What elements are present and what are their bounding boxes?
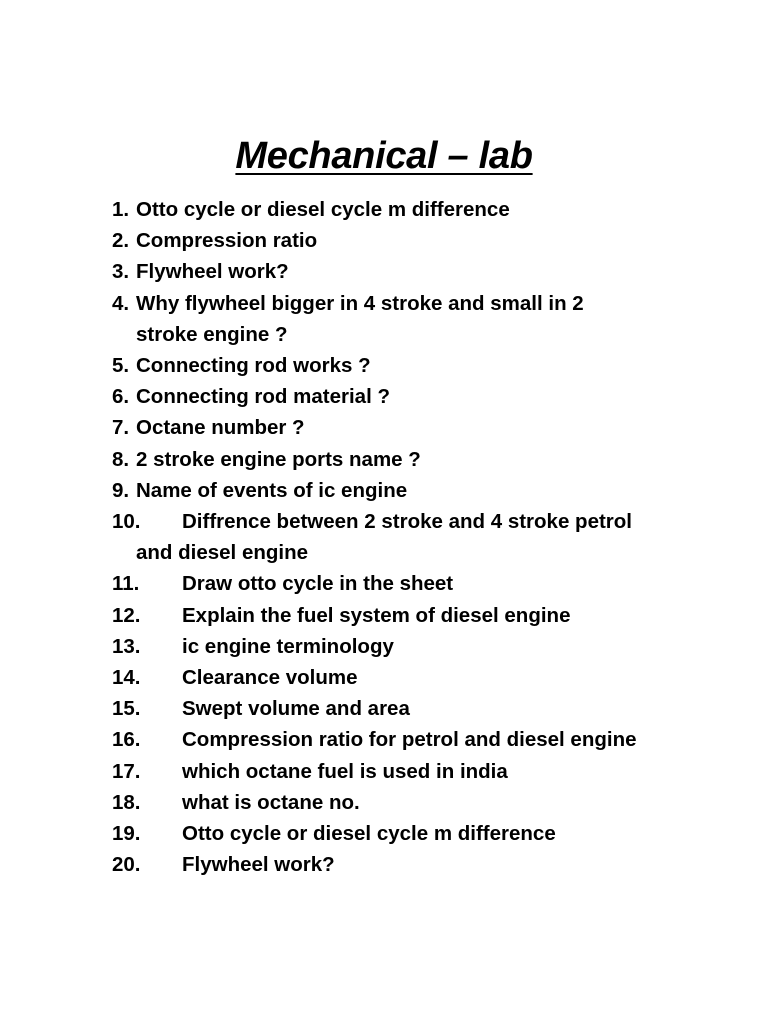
list-item-5 [112, 350, 712, 381]
list-item-9 [112, 475, 712, 506]
item-text: Why flywheel bigger in 4 stroke and small in 2 [136, 291, 584, 315]
item-number: 16. [112, 728, 141, 752]
item-text: 2 stroke engine ports name ? [136, 447, 421, 471]
item-number: 1. [112, 198, 130, 221]
list-item-11 [112, 568, 712, 599]
list-item-2 [112, 225, 712, 256]
list-item-19 [112, 818, 712, 849]
item-text: Flywheel work? [136, 260, 289, 284]
item-number: 19. [112, 822, 141, 846]
page-title-text: Mechanical – lab [235, 135, 533, 177]
item-text: Clearance volume [182, 666, 358, 690]
item-number: 10. [112, 510, 141, 534]
item-text: Compression ratio for petrol and diesel engine [182, 728, 637, 752]
item-text: Otto cycle or diesel cycle m difference [136, 198, 510, 221]
item-number: 3. [112, 260, 130, 284]
list-item-6 [112, 381, 712, 412]
item-text: ic engine terminology [182, 634, 394, 658]
item-text: which octane fuel is used in india [182, 759, 508, 783]
item-number: 8. [112, 447, 130, 471]
item-text: Flywheel work? [182, 853, 335, 877]
item-number: 13. [112, 634, 141, 658]
item-number: 14. [112, 666, 141, 690]
item-number: 6. [112, 385, 130, 409]
item-text: Diffrence between 2 stroke and 4 stroke petrol [182, 510, 632, 534]
list-item-8 [112, 444, 712, 475]
item-text: Explain the fuel system of diesel engine [182, 603, 571, 627]
list-item-10 [112, 506, 712, 568]
list-item-12 [112, 600, 712, 631]
item-text-continuation: stroke engine ? [136, 322, 288, 346]
item-number: 20. [112, 853, 141, 877]
item-text: Draw otto cycle in the sheet [182, 572, 454, 596]
item-number: 18. [112, 790, 141, 814]
list-item-15 [112, 693, 712, 724]
item-number: 17. [112, 759, 141, 783]
question-list [112, 194, 712, 880]
list-item-13 [112, 631, 712, 662]
item-text: Otto cycle or diesel cycle m difference [182, 822, 556, 846]
item-number: 5. [112, 354, 130, 378]
item-text-continuation: and diesel engine [136, 541, 309, 565]
item-number: 12. [112, 603, 141, 627]
item-text: Octane number ? [136, 416, 305, 440]
item-text: Compression ratio [136, 229, 318, 253]
list-item-16 [112, 724, 712, 755]
item-number: 4. [112, 291, 130, 315]
item-text: Connecting rod material ? [136, 385, 390, 409]
item-text: Name of events of ic engine [136, 478, 408, 502]
list-item-3 [112, 256, 712, 287]
item-number: 15. [112, 697, 141, 721]
list-item-1 [112, 194, 712, 225]
list-item-7 [112, 412, 712, 443]
item-text: what is octane no. [182, 790, 360, 814]
page-title [0, 132, 768, 180]
item-number: 11. [112, 572, 140, 596]
list-item-14 [112, 662, 712, 693]
item-number: 2. [112, 229, 130, 253]
list-item-18 [112, 787, 712, 818]
item-text: Swept volume and area [182, 697, 410, 721]
list-item-20 [112, 849, 712, 880]
list-item-4 [112, 288, 712, 350]
list-item-17 [112, 756, 712, 787]
item-text: Connecting rod works ? [136, 354, 371, 378]
item-number: 9. [112, 478, 130, 502]
item-number: 7. [112, 416, 130, 440]
